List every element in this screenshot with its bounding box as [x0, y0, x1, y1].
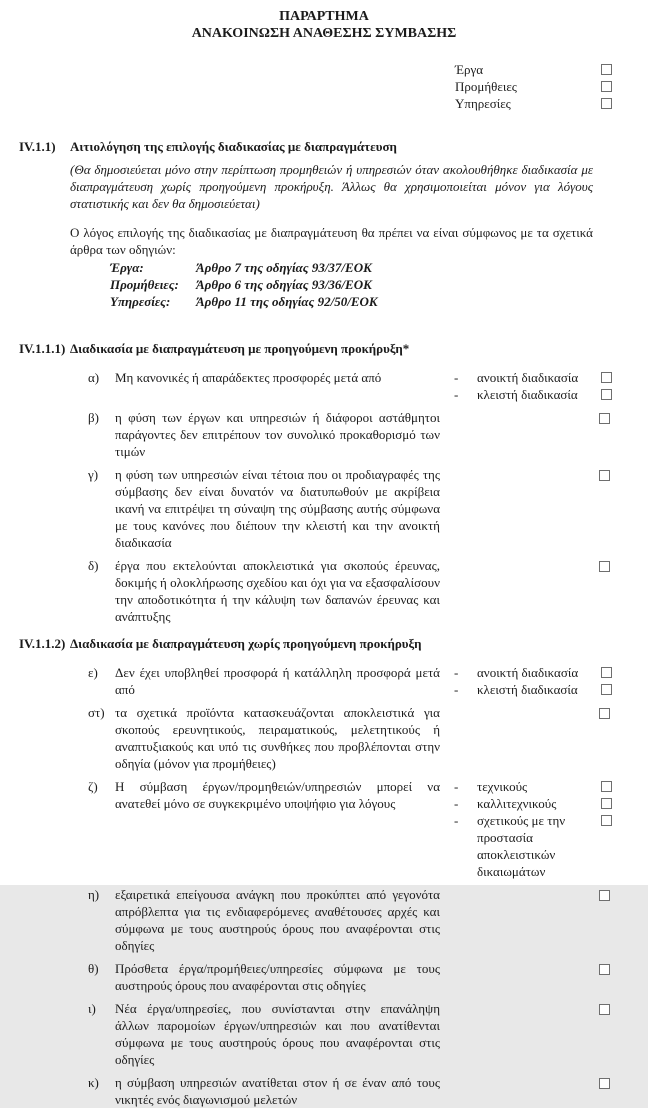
- directive-list: [110, 259, 593, 310]
- clause-text: Η σύμβαση έργων/προμηθειών/υπηρεσιών μπορεί να ανατεθεί μόνο σε συγκεκριμένο υποψήφιο για λόγους: [115, 779, 440, 811]
- directive-value: Άρθρο 7 της οδηγίας 93/37/ΕΟΚ: [196, 260, 372, 275]
- checkbox[interactable]: [601, 798, 612, 809]
- clause-answer-column: [454, 664, 612, 698]
- contract-type-row: [455, 78, 612, 95]
- checkbox[interactable]: [601, 389, 612, 400]
- section-heading: Διαδικασία με διαπραγμάτευση χωρίς προηγούμενη προκήρυξη: [70, 636, 422, 651]
- directive-intro: Ο λόγος επιλογής της διαδικασίας με διαπραγμάτευση θα πρέπει να είναι σύμφωνος με τα σχετικά άρθρα των οδηγιών:: [70, 225, 593, 257]
- clause-answer-column: [454, 778, 612, 880]
- clause-item: [88, 409, 612, 460]
- clause-answer-column: [454, 466, 612, 551]
- directive-row: [110, 276, 593, 293]
- checkbox[interactable]: [601, 64, 612, 75]
- checkbox[interactable]: [601, 684, 612, 695]
- section-number: IV.1.1.1): [19, 341, 66, 356]
- clause-item: [88, 664, 612, 698]
- checkbox[interactable]: [599, 1004, 610, 1015]
- checkbox[interactable]: [601, 98, 612, 109]
- clause-letter: θ): [88, 961, 99, 976]
- clause-text: Νέα έργα/υπηρεσίες, που συνίστανται στην επανάληψη άλλων παρομοίων έργων/υπηρεσιών και που ανατίθενται σύμφωνα με τους αυστηρούς όρους που αναφέρονται στις οδηγίες: [115, 1001, 440, 1067]
- checkbox[interactable]: [601, 667, 612, 678]
- clause-item: [88, 466, 612, 551]
- section-iv-1-1: [0, 138, 648, 310]
- option-label: σχετικούς με την προστασία αποκλειστικών δικαιωμάτων: [477, 813, 566, 879]
- clause-letter: δ): [88, 558, 99, 573]
- checkbox[interactable]: [601, 781, 612, 792]
- option-label: ανοικτή διαδικασία: [477, 665, 579, 680]
- notice-title: ΑΝΑΚΟΙΝΩΣΗ ΑΝΑΘΕΣΗΣ ΣΥΜΒΑΣΗΣ: [191, 26, 457, 41]
- contract-type-row: [455, 95, 612, 112]
- clause-list-without-prior-notice: [0, 664, 648, 1108]
- publication-note: (Θα δημοσιεύεται μόνο στην περίπτωση προμηθειών ή υπηρεσιών όταν ακολουθήθηκε διαδικασία με διαπραγμάτευση χωρίς προηγούμενη προκήρυξη. Άλλως θα χρησιμοποιείται μόνον για λόγους στατιστικής και δεν θα δημοσιεύεται): [70, 162, 593, 211]
- clause-answer-column: [454, 886, 612, 954]
- checkbox[interactable]: [599, 708, 610, 719]
- bullet-dash: -: [454, 387, 459, 402]
- section-heading: Διαδικασία με διαπραγμάτευση με προηγούμενη προκήρυξη*: [70, 341, 410, 356]
- contract-type-label: Υπηρεσίες: [455, 96, 511, 111]
- option-label: τεχνικούς: [477, 779, 528, 794]
- option-row: [454, 812, 612, 880]
- bullet-dash: -: [454, 796, 459, 811]
- checkbox[interactable]: [601, 81, 612, 92]
- checkbox[interactable]: [599, 964, 610, 975]
- clause-letter: ι): [88, 1001, 96, 1016]
- clause-text: εξαιρετικά επείγουσα ανάγκη που προκύπτει από γεγονότα απρόβλεπτα για τις ενδιαφερόμενες αναθέτουσες αρχές και σύμφωνα με τους αυστηρούς όρους που αναφέρονται στις οδηγίες: [115, 887, 440, 953]
- section-heading: Αιτιολόγηση της επιλογής διαδικασίας με διαπραγμάτευση: [70, 139, 397, 154]
- clause-letter: στ): [88, 705, 105, 720]
- option-row: [454, 795, 612, 812]
- clause-answer-column: [454, 409, 612, 460]
- clause-letter: ε): [88, 665, 98, 680]
- bullet-dash: -: [454, 665, 459, 680]
- contract-type-label: Προμήθειες: [455, 79, 517, 94]
- directive-label: Έργα:: [110, 260, 144, 275]
- checkbox[interactable]: [599, 561, 610, 572]
- clause-text: Πρόσθετα έργα/προμήθειες/υπηρεσίες σύμφωνα με τους αυστηρούς όρους που αναφέρονται στις οδηγίες: [115, 961, 440, 993]
- checkbox[interactable]: [599, 890, 610, 901]
- option-label: κλειστή διαδικασία: [477, 387, 578, 402]
- section-body: [70, 340, 648, 357]
- directive-row: [110, 293, 593, 310]
- clause-answer-column: [454, 960, 612, 994]
- clause-letter: η): [88, 887, 100, 902]
- checkbox[interactable]: [601, 815, 612, 826]
- clause-item: [88, 1000, 612, 1068]
- clause-item: [88, 778, 612, 880]
- bullet-dash: -: [454, 682, 459, 697]
- clause-text: έργα που εκτελούνται αποκλειστικά για σκοπούς έρευνας, δοκιμής ή ολοκλήρωσης σχεδίου και όχι για να εξασφαλίσουν την αποδοτικότητα ή την κάλυψη των δαπανών έρευνας και ανάπτυξης: [115, 558, 440, 624]
- clause-item: [88, 960, 612, 994]
- option-label: κλειστή διαδικασία: [477, 682, 578, 697]
- section-number: IV.1.1): [19, 139, 56, 154]
- directive-value: Άρθρο 6 της οδηγίας 93/36/ΕΟΚ: [196, 277, 372, 292]
- clause-list-with-prior-notice: [0, 369, 648, 625]
- contract-type-row: [455, 61, 612, 78]
- clause-letter: γ): [88, 467, 99, 482]
- section-iv-1-1-1: [0, 340, 648, 357]
- clause-text: η φύση των υπηρεσιών είναι τέτοια που οι προδιαγραφές της σύμβασης δεν είναι δυνατόν να διατυπωθούν με ακρίβεια ικανή να επιτρέψει τη σύναψη της σύμβασης αυτής σύμφωνα με τους κανόνες που διέπουν την κλειστή και την ανοικτή διαδικασία: [115, 467, 440, 550]
- bullet-dash: -: [454, 813, 459, 828]
- option-row: [454, 369, 612, 386]
- clause-letter: β): [88, 410, 99, 425]
- section-body: [70, 635, 648, 652]
- annex-title: ΠΑΡΑΡΤΗΜΑ: [279, 9, 369, 24]
- page-header: [0, 0, 648, 42]
- clause-item: [88, 886, 612, 954]
- clause-text: Δεν έχει υποβληθεί προσφορά ή κατάλληλη προσφορά μετά από: [115, 665, 440, 697]
- clause-letter: κ): [88, 1075, 99, 1090]
- bullet-dash: -: [454, 779, 459, 794]
- clause-item: [88, 704, 612, 772]
- contract-type-label: Έργα: [455, 62, 484, 77]
- section-iv-1-1-2: [0, 635, 648, 652]
- directive-row: [110, 259, 593, 276]
- bullet-dash: -: [454, 370, 459, 385]
- clause-answer-column: [454, 704, 612, 772]
- option-label: καλλιτεχνικούς: [477, 796, 557, 811]
- clause-answer-column: [454, 1000, 612, 1068]
- clause-text: η φύση των έργων και υπηρεσιών ή διάφοροι αστάθμητοι παράγοντες δεν επιτρέπουν τον συνολικό προκαθορισμό των τιμών: [115, 410, 440, 459]
- contract-type-list: [455, 61, 612, 112]
- directive-label: Υπηρεσίες:: [110, 294, 171, 309]
- section-number: IV.1.1.2): [19, 636, 66, 651]
- clause-item: [88, 1074, 612, 1108]
- clause-answer-column: [454, 1074, 612, 1108]
- option-label: ανοικτή διαδικασία: [477, 370, 579, 385]
- directive-label: Προμήθειες:: [110, 277, 179, 292]
- section-body: [70, 138, 648, 310]
- checkbox[interactable]: [599, 413, 610, 424]
- checkbox[interactable]: [601, 372, 612, 383]
- directive-value: Άρθρο 11 της οδηγίας 92/50/ΕΟΚ: [196, 294, 378, 309]
- clause-letter: ζ): [88, 779, 98, 794]
- clause-text: Μη κανονικές ή απαράδεκτες προσφορές μετά από: [115, 370, 382, 385]
- checkbox[interactable]: [599, 470, 610, 481]
- checkbox[interactable]: [599, 1078, 610, 1089]
- option-row: [454, 778, 612, 795]
- clause-text: η σύμβαση υπηρεσιών ανατίθεται στον ή σε έναν από τους νικητές ενός διαγωνισμού μελετών: [115, 1075, 440, 1107]
- clause-answer-column: [454, 557, 612, 625]
- clause-item: [88, 369, 612, 403]
- clause-letter: α): [88, 370, 100, 385]
- clause-text: τα σχετικά προϊόντα κατασκευάζονται αποκλειστικά για σκοπούς ερευνητικούς, πειραματικούς, μελετητικούς ή αναπτυξιακούς και υπό τις συνθήκες που προβλέπονται στην οδηγία (μόνον για προμήθειες): [115, 705, 440, 771]
- clause-item: [88, 557, 612, 625]
- option-row: [454, 664, 612, 681]
- option-row: [454, 681, 612, 698]
- clause-answer-column: [454, 369, 612, 403]
- option-row: [454, 386, 612, 403]
